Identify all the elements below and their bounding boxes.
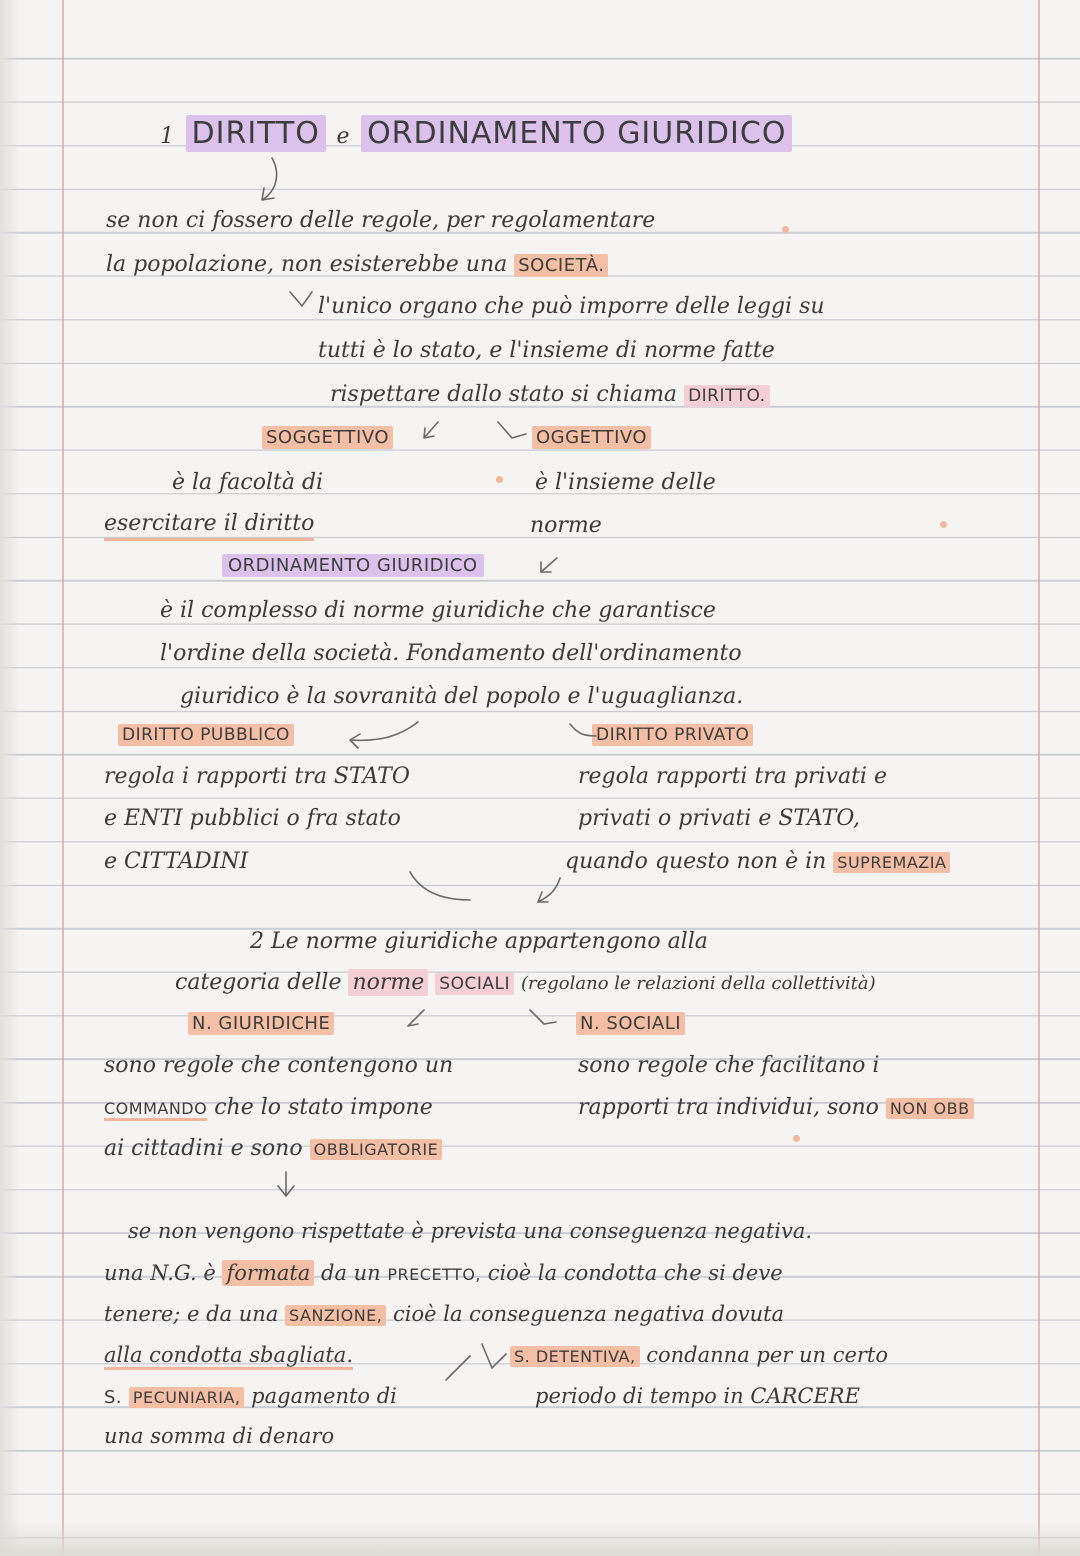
s3-line3-a: tenere; e da una <box>104 1302 279 1326</box>
pubblico-line1: regola i rapporti tra STATO <box>104 764 410 789</box>
sociali-line2-text: rapporti tra individui, sono <box>578 1095 879 1120</box>
s2-line2-text: categoria delle <box>175 970 342 995</box>
highlighter-dot <box>793 1135 800 1142</box>
giuridiche-line1: sono regole che contengono un <box>104 1053 454 1078</box>
detentiva-keyword: S. DETENTIVA, <box>510 1346 640 1367</box>
ordinamento-label: ORDINAMENTO GIURIDICO <box>222 554 484 577</box>
soggettivo-line2: esercitare il diritto <box>104 510 314 541</box>
societa-keyword: SOCIETÀ. <box>514 254 608 277</box>
s2-line1-text: Le norme giuridiche appartengono alla <box>271 929 708 954</box>
sociali-line2 <box>578 1094 974 1123</box>
s2-number: 2 <box>250 929 264 954</box>
s3-line3-c: cioè la conseguenza negativa dovuta <box>393 1302 785 1326</box>
pecuniaria-keyword: PECUNIARIA, <box>129 1387 245 1408</box>
non-obb-keyword: NON OBB <box>886 1098 974 1119</box>
privato-line3-text: quando questo non è in <box>565 849 827 874</box>
s3-line5-right: periodo di tempo in CARCERE <box>535 1384 860 1408</box>
s1-line5 <box>330 381 770 410</box>
s1-line5-text: rispettare dallo stato si chiama <box>330 382 678 407</box>
s3-line5 <box>104 1382 397 1412</box>
pubblico-line2: e ENTI pubblici o fra stato <box>104 806 401 831</box>
commando-keyword: COMMANDO <box>104 1099 207 1121</box>
s3-line2-c: da un <box>321 1261 381 1285</box>
s1-line2 <box>106 251 608 280</box>
s3-detentiva-line <box>510 1341 888 1371</box>
giuridiche-line2 <box>104 1094 433 1123</box>
pubblico-label: DIRITTO PUBBLICO <box>118 724 294 746</box>
s1-line3: l'unico organo che può imporre delle leggi su <box>318 294 825 319</box>
s3-line4 <box>104 1341 353 1369</box>
soggettivo-line1: è la facoltà di <box>172 470 324 495</box>
oggettivo-line1: è l'insieme delle <box>535 470 716 495</box>
oggettivo-line2: norme <box>530 513 602 538</box>
s2-line2-note: (regolano le relazioni della collettività) <box>520 973 876 994</box>
s3-line3 <box>104 1300 784 1330</box>
supremazia-keyword: SUPREMAZIA <box>833 852 950 873</box>
soggettivo-label: SOGGETTIVO <box>262 426 393 449</box>
s2-line1 <box>250 928 708 956</box>
sociali-label: N. SOCIALI <box>576 1012 685 1035</box>
privato-line3 <box>565 848 950 877</box>
formata-keyword: formata <box>222 1260 314 1286</box>
privato-label: DIRITTO PRIVATO <box>592 724 753 746</box>
ordinamento-line2: l'ordine della società. Fondamento dell'ordinamento <box>160 641 742 666</box>
s3-line5-c: pagamento di <box>251 1384 397 1408</box>
precetto-keyword: PRECETTO, <box>387 1265 481 1284</box>
norme-keyword: norme <box>348 969 428 996</box>
s3-line2 <box>104 1259 783 1289</box>
pubblico-line3: e CITTADINI <box>104 849 249 874</box>
sociali-line1: sono regole che facilitano i <box>578 1053 880 1078</box>
highlighter-dot <box>496 476 503 483</box>
ordinamento-line1: è il complesso di norme giuridiche che garantisce <box>160 598 716 623</box>
highlighter-dot <box>940 521 947 528</box>
giuridiche-line2-text: che lo stato impone <box>214 1095 433 1120</box>
s3-line4-c: condanna per un certo <box>646 1343 889 1367</box>
page-bottom-shadow <box>0 1520 1080 1556</box>
privato-line1: regola rapporti tra privati e <box>578 764 887 789</box>
privato-line2: privati o privati e STATO, <box>578 806 860 831</box>
obbligatorie-keyword: OBBLIGATORIE <box>310 1139 443 1160</box>
right-margin-line <box>1038 0 1040 1556</box>
s2-line2 <box>175 969 876 998</box>
title-ordinamento: ORDINAMENTO GIURIDICO <box>361 115 792 152</box>
s3-line6: una somma di denaro <box>104 1424 335 1448</box>
title-diritto: DIRITTO <box>186 115 326 152</box>
s3-line2-e: cioè la condotta che si deve <box>487 1261 783 1285</box>
title-number: 1 <box>160 124 175 149</box>
page-shadow <box>0 0 20 1556</box>
s3-line2-a: una N.G. è <box>104 1261 216 1285</box>
highlighter-dot <box>782 226 789 233</box>
s3-line4-a: alla condotta sbagliata. <box>104 1343 353 1370</box>
page-title <box>160 116 792 151</box>
s3-line1: se non vengono rispettate è prevista una conseguenza negativa. <box>128 1219 813 1243</box>
s1-line4: tutti è lo stato, e l'insieme di norme fatte <box>318 338 775 363</box>
diritto-keyword: DIRITTO. <box>684 385 770 407</box>
s1-line1: se non ci fossero delle regole, per regolamentare <box>106 208 656 233</box>
sociali-keyword: SOCIALI <box>435 973 514 995</box>
sanzione-keyword: SANZIONE, <box>285 1305 386 1326</box>
ordinamento-line3: giuridico è la sovranità del popolo e l'uguaglianza. <box>180 684 744 709</box>
giuridiche-line3 <box>104 1135 442 1164</box>
giuridiche-line3-text: ai cittadini e sono <box>104 1136 303 1161</box>
left-margin-line <box>62 0 64 1556</box>
giuridiche-label: N. GIURIDICHE <box>188 1012 334 1035</box>
s3-line5-a: S. <box>104 1387 123 1408</box>
s1-line2-text: la popolazione, non esisterebbe una <box>106 252 508 277</box>
title-conjunction: e <box>336 124 351 149</box>
oggettivo-label: OGGETTIVO <box>532 426 651 449</box>
